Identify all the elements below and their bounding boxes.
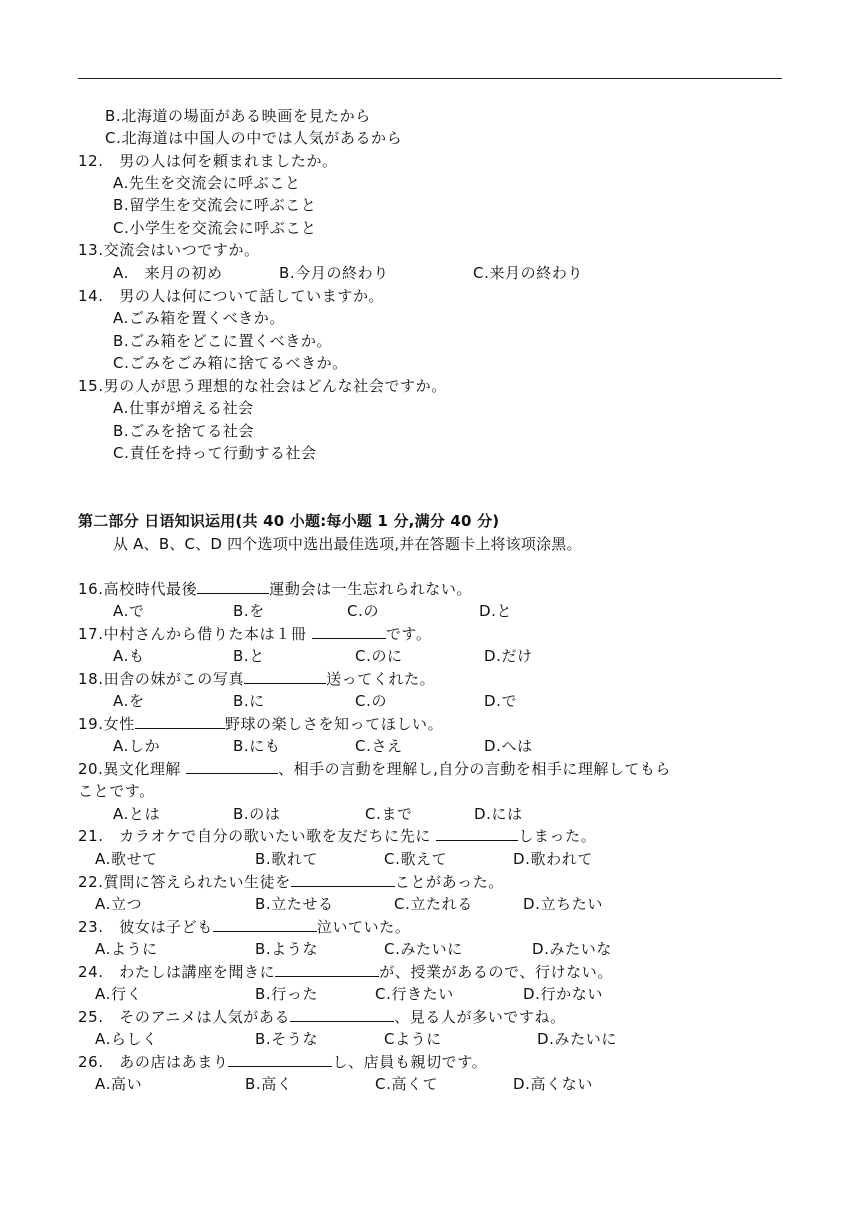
q11-option-b: B.北海道の場面がある映画を見たから	[105, 107, 371, 125]
q20-pre: 20.異文化理解	[78, 760, 187, 778]
q17-option-a: A.も	[113, 647, 145, 665]
q16-option-c: C.の	[347, 602, 380, 620]
q17-blank	[312, 624, 386, 639]
q14-option-a: A.ごみ箱を置くべきか。	[113, 309, 285, 327]
q17-stem	[78, 624, 431, 644]
q25-option-a: A.らしく	[95, 1030, 158, 1048]
q20-stem	[78, 759, 671, 779]
q24-stem	[78, 962, 613, 982]
q21-blank	[436, 826, 518, 841]
q15-option-c: C.責任を持って行動する社会	[113, 444, 317, 462]
q21-option-c: C.歌えて	[384, 850, 448, 868]
q19-blank	[135, 714, 225, 729]
q14-option-c: C.ごみをごみ箱に捨てるべきか。	[113, 354, 348, 372]
q24-option-d: D.行かない	[523, 985, 603, 1003]
q16-pre: 16.高校時代最後	[78, 580, 198, 598]
q19-stem	[78, 714, 443, 734]
q16-option-b: B.を	[233, 602, 265, 620]
q16-blank	[197, 579, 269, 594]
q23-pre: 23. 彼女は子ども	[78, 918, 213, 936]
q26-post: し、店員も親切です。	[332, 1053, 488, 1071]
q17-option-b: B.と	[233, 647, 265, 665]
q16-option-d: D.と	[479, 602, 513, 620]
q18-pre: 18.田舎の妹がこの写真	[78, 670, 245, 688]
q25-post: 、見る人が多いですね。	[394, 1008, 566, 1026]
q20-post: 、相手の言動を理解し,自分の言動を相手に理解してもら	[278, 760, 671, 778]
q20-option-d: D.には	[474, 805, 523, 823]
q26-pre: 26. あの店はあまり	[78, 1053, 229, 1071]
q23-blank	[213, 917, 317, 932]
q12-option-a: A.先生を交流会に呼ぶこと	[113, 174, 301, 192]
q20-option-b: B.のは	[233, 805, 281, 823]
q16-option-a: A.で	[113, 602, 145, 620]
q25-option-c: Cように	[384, 1030, 442, 1048]
q24-blank	[275, 962, 379, 977]
q16-stem	[78, 579, 472, 599]
q17-pre: 17.中村さんから借りた本は１冊	[78, 625, 312, 643]
q26-option-c: C.高くて	[375, 1075, 439, 1093]
q26-option-b: B.高く	[245, 1075, 293, 1093]
q19-option-b: B.にも	[233, 737, 281, 755]
q18-option-d: D.で	[484, 692, 518, 710]
q23-post: 泣いていた。	[316, 918, 411, 936]
q25-option-b: B.そうな	[255, 1030, 319, 1048]
q22-blank	[291, 872, 395, 887]
q25-pre: 25. そのアニメは人気がある	[78, 1008, 291, 1026]
q23-option-c: C.みたいに	[384, 940, 463, 958]
q21-option-a: A.歌せて	[95, 850, 158, 868]
q18-option-b: B.に	[233, 692, 265, 710]
q24-option-c: C.行きたい	[375, 985, 454, 1003]
q18-post: 送ってくれた。	[326, 670, 436, 688]
q22-stem	[78, 872, 504, 892]
q22-option-c: C.立たれる	[394, 895, 473, 913]
q12-stem: 12. 男の人は何を頼まれましたか。	[78, 152, 338, 170]
q21-post: しまった。	[518, 827, 597, 845]
q17-option-c: C.のに	[355, 647, 403, 665]
q19-option-a: A.しか	[113, 737, 161, 755]
q17-post: です。	[385, 625, 432, 643]
q20-blank	[186, 759, 278, 774]
q23-option-b: B.ような	[255, 940, 319, 958]
q14-option-b: B.ごみ箱をどこに置くべきか。	[113, 332, 333, 350]
q20-stem-cont: ことです。	[78, 782, 155, 800]
q13-option-c: C.来月の終わり	[473, 264, 584, 282]
q26-blank	[228, 1052, 332, 1067]
q26-stem	[78, 1052, 487, 1072]
q13-stem: 13.交流会はいつですか。	[78, 241, 260, 259]
q25-option-d: D.みたいに	[537, 1030, 617, 1048]
q23-stem	[78, 917, 410, 937]
q19-option-d: D.へは	[484, 737, 533, 755]
q24-option-b: B.行った	[255, 985, 319, 1003]
q24-post: が、授業があるので、行けない。	[379, 963, 613, 981]
q19-post: 野球の楽しさを知ってほしい。	[224, 715, 444, 733]
header-rule	[78, 78, 782, 79]
q17-option-d: D.だけ	[484, 647, 533, 665]
q24-option-a: A.行く	[95, 985, 143, 1003]
q22-option-d: D.立ちたい	[523, 895, 603, 913]
q12-option-c: C.小学生を交流会に呼ぶこと	[113, 219, 317, 237]
q18-blank	[244, 669, 326, 684]
q22-post: ことがあった。	[394, 873, 504, 891]
q21-stem	[78, 826, 596, 846]
q19-pre: 19.女性	[78, 715, 135, 733]
q20-option-a: A.とは	[113, 805, 161, 823]
q21-option-b: B.歌れて	[255, 850, 319, 868]
q22-pre: 22.質問に答えられたい生徒を	[78, 873, 291, 891]
q26-option-a: A.高い	[95, 1075, 143, 1093]
q21-pre: 21. カラオケで自分の歌いたい歌を友だちに先に	[78, 827, 437, 845]
q12-option-b: B.留学生を交流会に呼ぶこと	[113, 196, 317, 214]
q24-pre: 24. わたしは講座を聞きに	[78, 963, 276, 981]
q25-blank	[290, 1007, 394, 1022]
q11-option-c: C.北海道は中国人の中では人気があるから	[105, 129, 403, 147]
q21-option-d: D.歌われて	[513, 850, 593, 868]
q25-stem	[78, 1007, 566, 1027]
q18-option-c: C.の	[355, 692, 388, 710]
q16-post: 運動会は一生忘れられない。	[269, 580, 473, 598]
q18-stem	[78, 669, 435, 689]
q19-option-c: C.さえ	[355, 737, 403, 755]
q22-option-b: B.立たせる	[255, 895, 334, 913]
q22-option-a: A.立つ	[95, 895, 143, 913]
section-2-instruction: 从 A、B、C、D 四个选项中选出最佳选项,并在答题卡上将该项涂黑。	[113, 535, 582, 553]
q20-option-c: C.まで	[365, 805, 413, 823]
q13-option-b: B.今月の終わり	[279, 264, 389, 282]
q14-stem: 14. 男の人は何について話していますか。	[78, 287, 385, 305]
q26-option-d: D.高くない	[513, 1075, 593, 1093]
q18-option-a: A.を	[113, 692, 145, 710]
q15-option-b: B.ごみを捨てる社会	[113, 422, 255, 440]
q23-option-a: A.ように	[95, 940, 158, 958]
section-2-title: 第二部分 日语知识运用(共 40 小题:每小题 1 分,满分 40 分)	[78, 512, 500, 530]
q23-option-d: D.みたいな	[532, 940, 612, 958]
q15-option-a: A.仕事が増える社会	[113, 399, 254, 417]
q13-option-a: A. 来月の初め	[113, 264, 223, 282]
q15-stem: 15.男の人が思う理想的な社会はどんな社会ですか。	[78, 377, 447, 395]
